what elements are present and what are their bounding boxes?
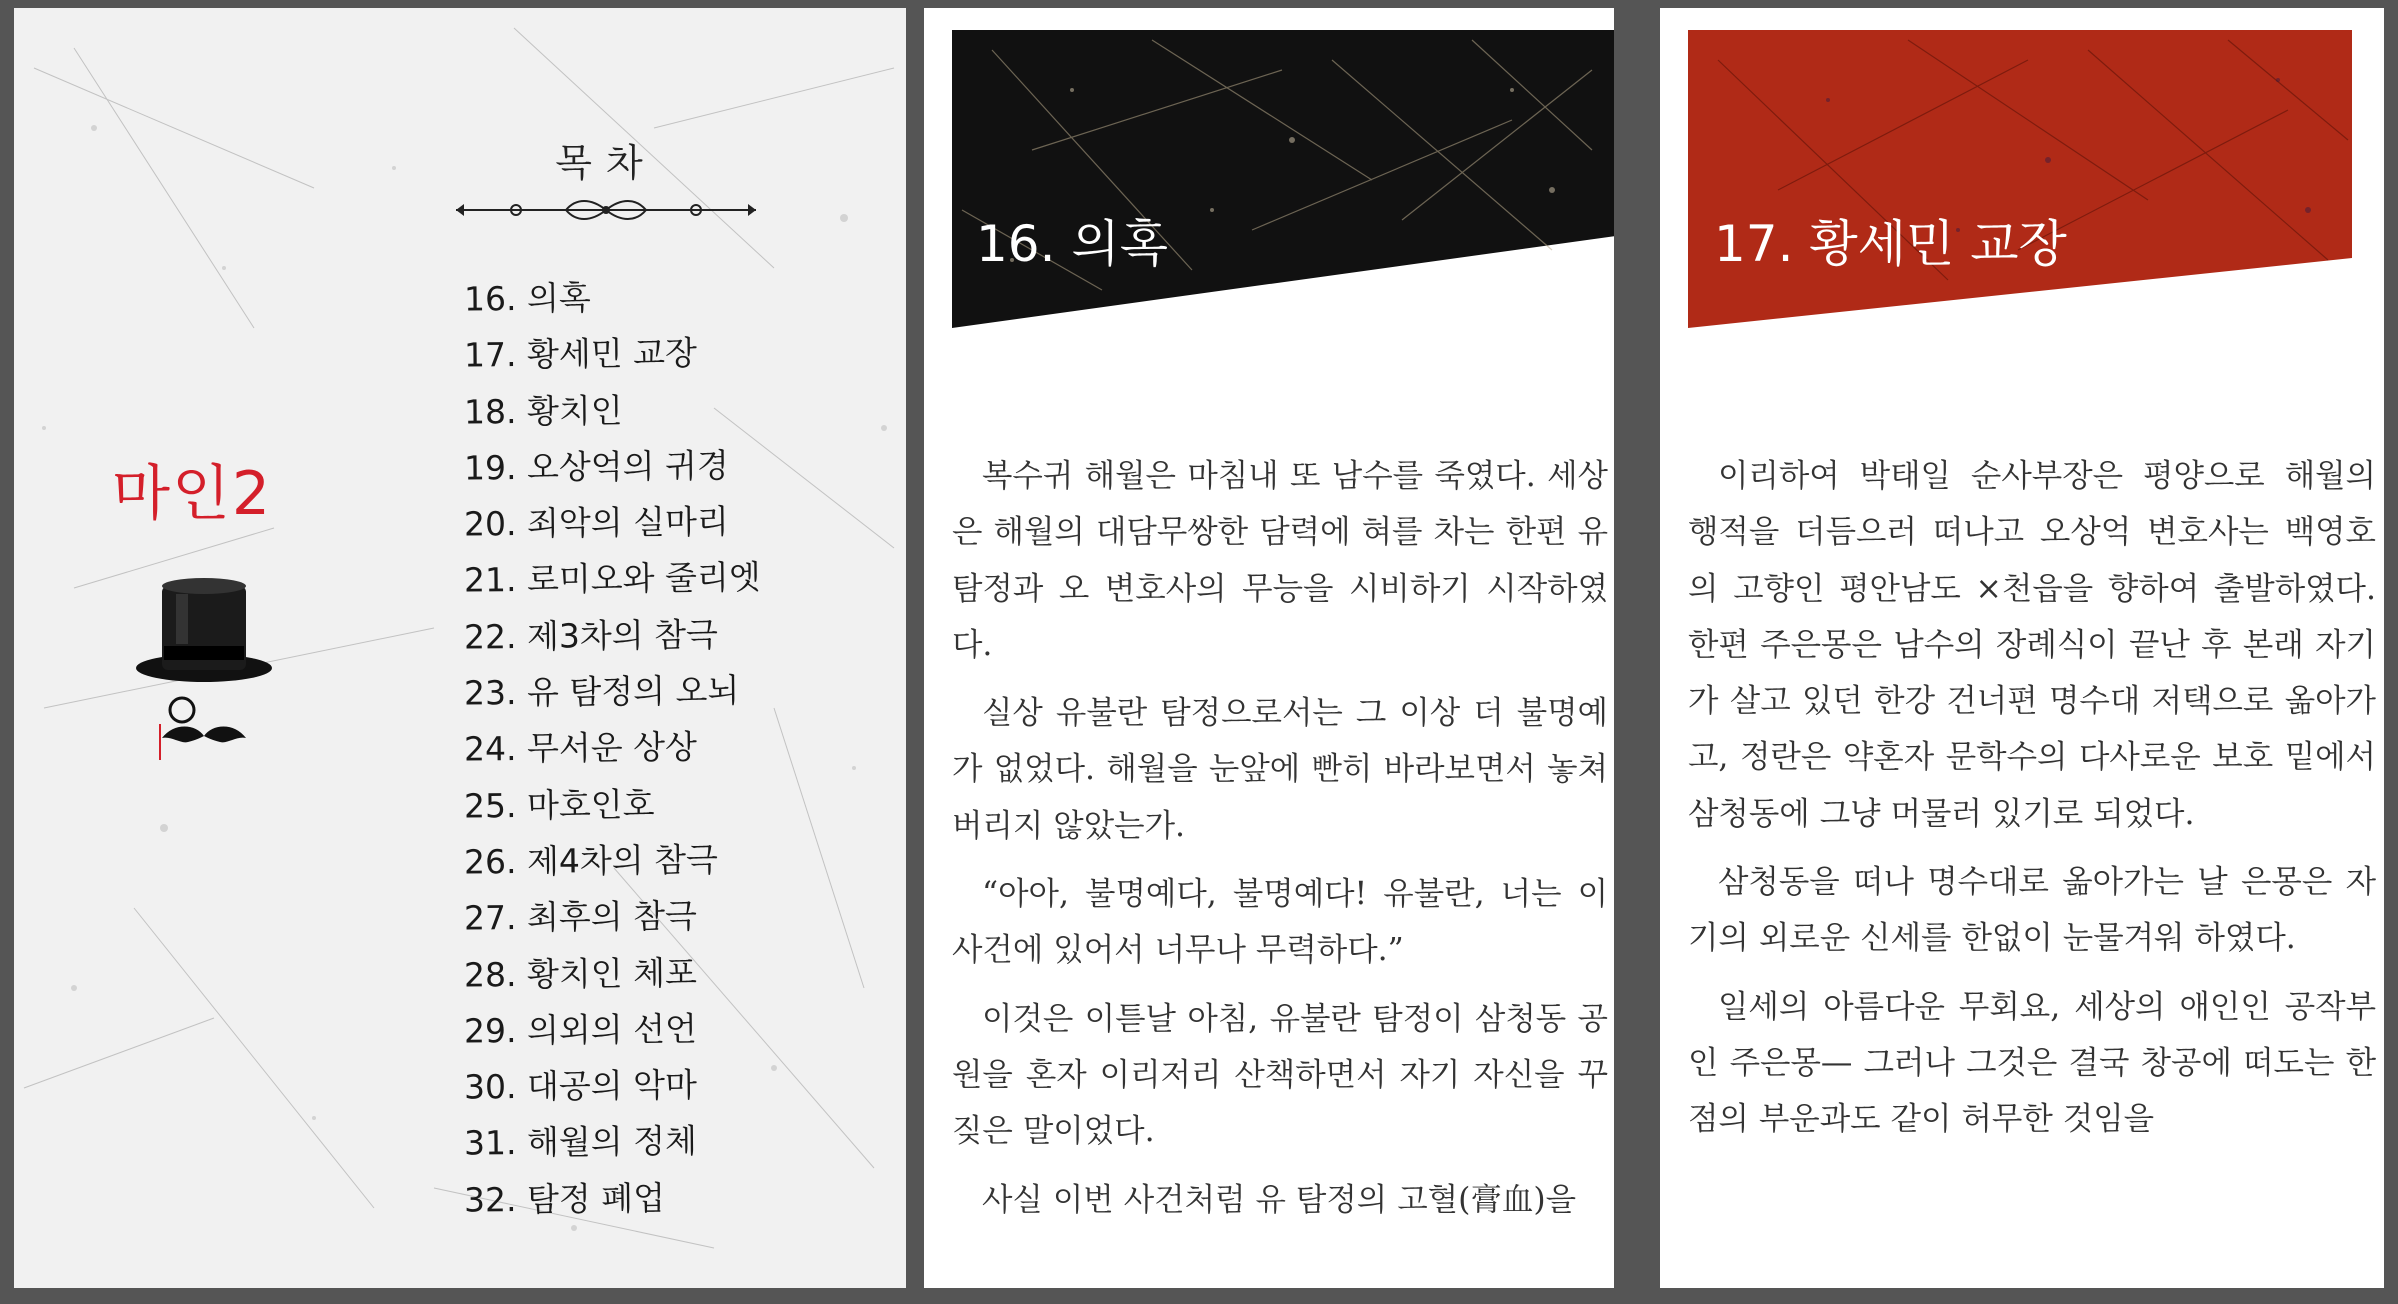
paragraph: “아아, 불명예다, 불명예다! 유불란, 너는 이 사건에 있어서 너무나 무력하다.” — [952, 876, 1608, 969]
paragraph: 사실 이번 사건처럼 유 탐정의 고혈(膏血)을 — [982, 1181, 1577, 1218]
toc-item[interactable]: 30. 대공의 악마 — [463, 1065, 698, 1107]
toc-item[interactable]: 26. 제4차의 참극 — [463, 839, 719, 882]
paragraph: 복수귀 해월은 마침내 또 남수를 죽였다. 세상은 해월의 대담무쌍한 담력에 혀를 차는 한편 유 탐정과 오 변호사의 무능을 시비하기 시작하였다. — [952, 458, 1608, 663]
paragraph: 이것은 이튿날 아침, 유불란 탐정이 삼청동 공원을 혼자 이리저리 산책하면서 자기 자신을 꾸짖은 말이었다. — [952, 1000, 1608, 1150]
toc-item[interactable]: 28. 황치인 체포 — [463, 952, 698, 995]
top-hat-icon — [132, 568, 282, 768]
toc-item[interactable]: 27. 최후의 참극 — [463, 896, 698, 938]
toc-item[interactable]: 17. 황세민 교장 — [463, 333, 698, 375]
paragraph: 삼청동을 떠나 명수대로 옮아가는 날 은몽은 자기의 외로운 신세를 한없이 눈물겨워 하였다. — [1688, 864, 2376, 957]
toc-item[interactable]: 32. 탐정 폐업 — [463, 1178, 666, 1220]
toc-item[interactable]: 16. 의혹 — [463, 278, 591, 319]
toc-page — [14, 8, 906, 1288]
ornament-divider-icon — [456, 198, 756, 222]
toc-item[interactable]: 18. 황치인 — [463, 390, 623, 432]
chapter-title: 16. 의혹 — [976, 215, 1169, 273]
toc-item[interactable]: 31. 해월의 정체 — [463, 1121, 698, 1164]
paragraph: 일세의 아름다운 무회요, 세상의 애인인 공작부인 주은몽— 그러나 그것은 결국 창공에 떠도는 한 점의 부운과도 같이 허무한 것임을 — [1688, 988, 2376, 1138]
chapter-banner — [1688, 30, 2352, 328]
toc-item[interactable]: 22. 제3차의 참극 — [463, 614, 719, 657]
chapter-body — [952, 448, 1608, 1240]
toc-item[interactable]: 29. 의외의 선언 — [463, 1008, 698, 1051]
toc-item[interactable]: 21. 로미오와 줄리엣 — [463, 557, 761, 601]
toc-item[interactable]: 23. 유 탐정의 오뇌 — [463, 670, 740, 713]
chapter-body — [1688, 448, 2376, 1160]
book-title: 마인2 — [112, 459, 273, 529]
mustache-icon — [162, 727, 246, 743]
paragraph: 실상 유불란 탐정으로서는 그 이상 더 불명예가 없었다. 해월을 눈앞에 빤히 바라보면서 놓쳐버리지 않았는가. — [952, 695, 1608, 844]
toc-item[interactable]: 24. 무서운 상상 — [463, 727, 698, 769]
toc-item[interactable]: 19. 오상억의 귀경 — [463, 445, 729, 488]
toc-item[interactable]: 25. 마호인호 — [463, 784, 655, 826]
chapter-banner — [952, 30, 1614, 328]
chapter-17-page — [1660, 8, 2384, 1288]
chapter-16-page — [924, 8, 1614, 1288]
paragraph: 이리하여 박태일 순사부장은 평양으로 해월의 행적을 더듬으러 떠나고 오상억 변호사는 백영호의 고향인 평안남도 ×천읍을 향하여 출발하였다. 한편 주은몽은 남수의 장례식이 끝난 후 본래 자기가 살고 있던 한강 건너편 명수대 저택으로 옮아가고, 정란은 약혼자 문학수의 다사로운 보호 밑에서 삼청동에 그냥 머물러 있기로 되었다. — [1688, 458, 2376, 832]
toc-item[interactable]: 20. 죄악의 실마리 — [463, 501, 729, 544]
chapter-title: 17. 황세민 교장 — [1714, 215, 2067, 273]
toc-heading: 목차 — [555, 141, 657, 185]
toc-list — [464, 270, 761, 1227]
